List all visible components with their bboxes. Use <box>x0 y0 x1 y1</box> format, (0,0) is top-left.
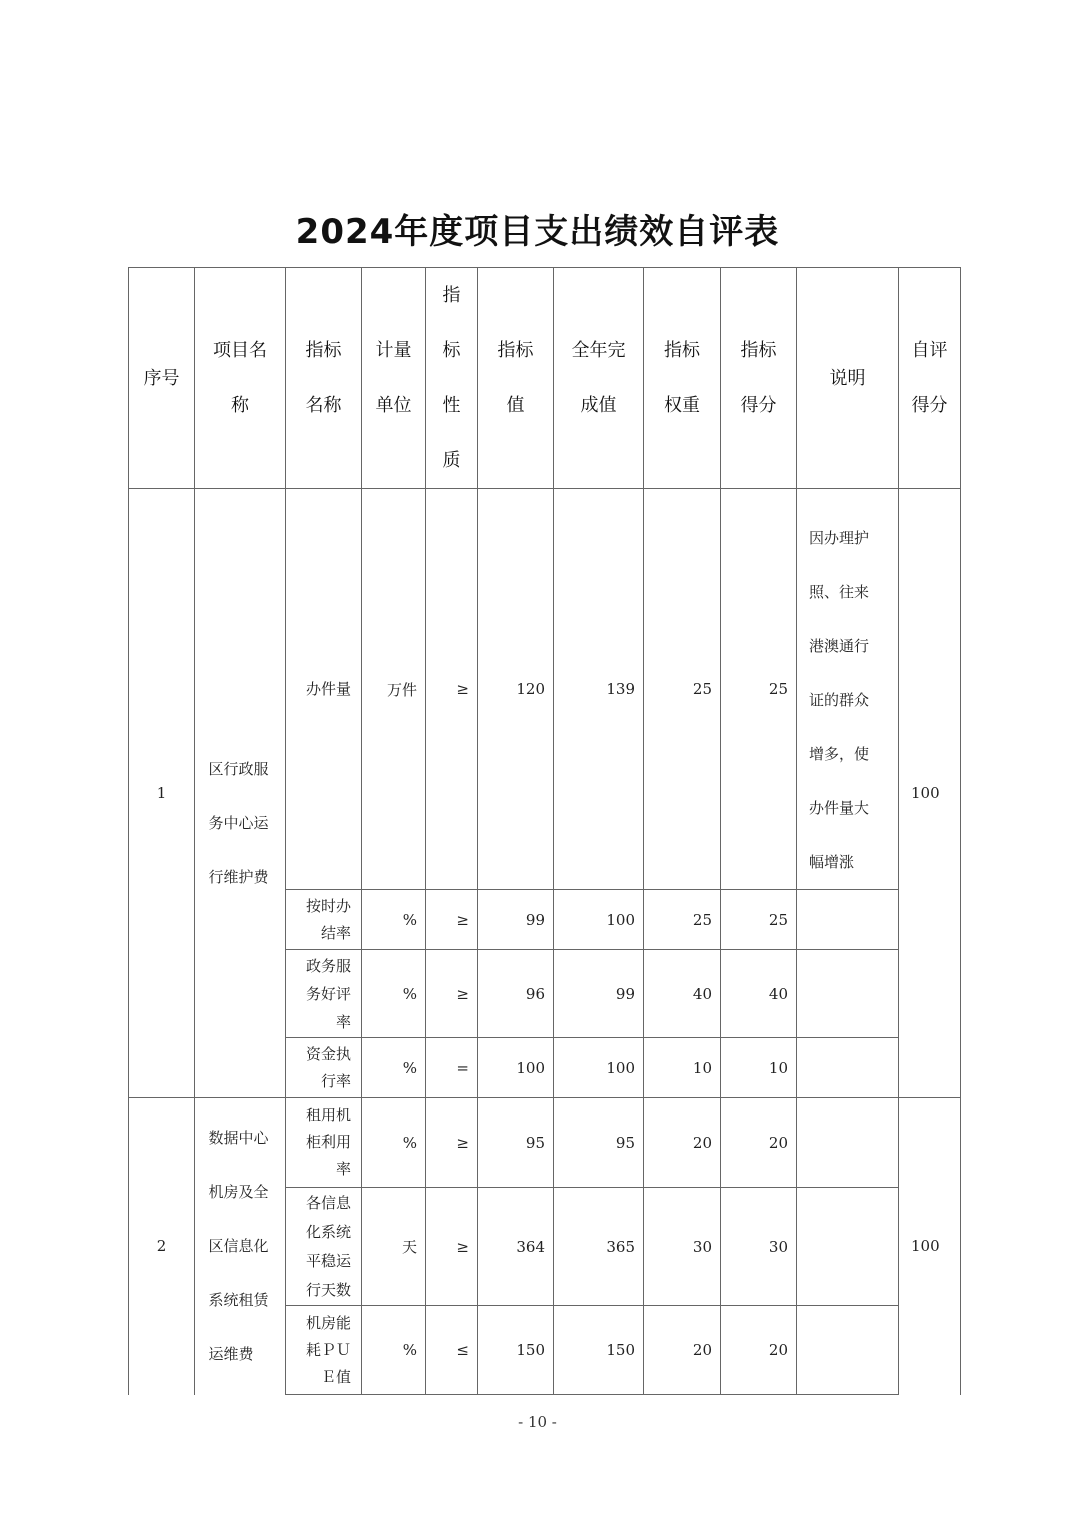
nature-cell: ≤ <box>426 1306 478 1395</box>
actual-cell: 95 <box>554 1098 644 1188</box>
weight-cell: 20 <box>644 1098 721 1188</box>
weight-cell: 20 <box>644 1306 721 1395</box>
note-cell <box>797 1098 899 1188</box>
unit-cell: 万件 <box>362 489 426 890</box>
indicator-name: 各信息化系统平稳运行天数 <box>286 1188 362 1306</box>
weight-cell: 25 <box>644 489 721 890</box>
nature-cell: ≥ <box>426 950 478 1038</box>
score-cell: 20 <box>721 1098 797 1188</box>
indicator-name: 机房能耗ＰＵＥ值 <box>286 1306 362 1395</box>
self-score-cell: 100 <box>899 1098 961 1395</box>
seq-cell: 1 <box>129 489 195 1098</box>
note-cell <box>797 950 899 1038</box>
target-cell: 120 <box>478 489 554 890</box>
unit-cell: % <box>362 1038 426 1098</box>
page-title: 2024年度项目支出绩效自评表 <box>295 212 780 252</box>
actual-cell: 365 <box>554 1188 644 1306</box>
header-row <box>129 268 961 489</box>
nature-cell: ≥ <box>426 489 478 890</box>
project-name-cell: 数据中心机房及全区信息化系统租赁运维费 <box>195 1098 286 1395</box>
weight-cell: 40 <box>644 950 721 1038</box>
target-cell: 95 <box>478 1098 554 1188</box>
header-note: 说明 <box>797 268 899 489</box>
actual-cell: 100 <box>554 890 644 950</box>
target-cell: 364 <box>478 1188 554 1306</box>
table-row <box>129 489 961 890</box>
score-cell: 10 <box>721 1038 797 1098</box>
header-nature: 指标性质 <box>426 268 478 489</box>
nature-cell: ≥ <box>426 1098 478 1188</box>
note-cell <box>797 1306 899 1395</box>
nature-cell: = <box>426 1038 478 1098</box>
indicator-name: 资金执行率 <box>286 1038 362 1098</box>
header-actual: 全年完成值 <box>554 268 644 489</box>
unit-cell: % <box>362 950 426 1038</box>
header-score: 指标得分 <box>721 268 797 489</box>
actual-cell: 100 <box>554 1038 644 1098</box>
indicator-name: 政务服务好评率 <box>286 950 362 1038</box>
note-cell <box>797 890 899 950</box>
weight-cell: 25 <box>644 890 721 950</box>
seq-cell: 2 <box>129 1098 195 1395</box>
actual-cell: 139 <box>554 489 644 890</box>
score-cell: 20 <box>721 1306 797 1395</box>
header-unit: 计量单位 <box>362 268 426 489</box>
score-cell: 25 <box>721 489 797 890</box>
unit-cell: 天 <box>362 1188 426 1306</box>
score-cell: 25 <box>721 890 797 950</box>
self-score-cell: 100 <box>899 489 961 1098</box>
header-target: 指标值 <box>478 268 554 489</box>
note-cell <box>797 1188 899 1306</box>
score-cell: 30 <box>721 1188 797 1306</box>
nature-cell: ≥ <box>426 1188 478 1306</box>
target-cell: 99 <box>478 890 554 950</box>
actual-cell: 99 <box>554 950 644 1038</box>
weight-cell: 30 <box>644 1188 721 1306</box>
project-name-cell: 区行政服务中心运行维护费 <box>195 489 286 1098</box>
table-row <box>129 1098 961 1188</box>
note-cell <box>797 1038 899 1098</box>
indicator-name: 租用机柜利用率 <box>286 1098 362 1188</box>
score-cell: 40 <box>721 950 797 1038</box>
header-self-score: 自评得分 <box>899 268 961 489</box>
header-seq: 序号 <box>129 268 195 489</box>
nature-cell: ≥ <box>426 890 478 950</box>
header-weight: 指标权重 <box>644 268 721 489</box>
note-cell: 因办理护照、往来港澳通行证的群众增多，使办件量大幅增涨 <box>797 489 899 890</box>
header-project-name: 项目名称 <box>195 268 286 489</box>
indicator-name: 办件量 <box>286 489 362 890</box>
page-number: - 10 - <box>518 1413 557 1431</box>
target-cell: 96 <box>478 950 554 1038</box>
target-cell: 150 <box>478 1306 554 1395</box>
target-cell: 100 <box>478 1038 554 1098</box>
weight-cell: 10 <box>644 1038 721 1098</box>
unit-cell: % <box>362 890 426 950</box>
indicator-name: 按时办结率 <box>286 890 362 950</box>
performance-table <box>128 267 961 1395</box>
unit-cell: % <box>362 1306 426 1395</box>
actual-cell: 150 <box>554 1306 644 1395</box>
unit-cell: % <box>362 1098 426 1188</box>
header-indicator-name: 指标名称 <box>286 268 362 489</box>
